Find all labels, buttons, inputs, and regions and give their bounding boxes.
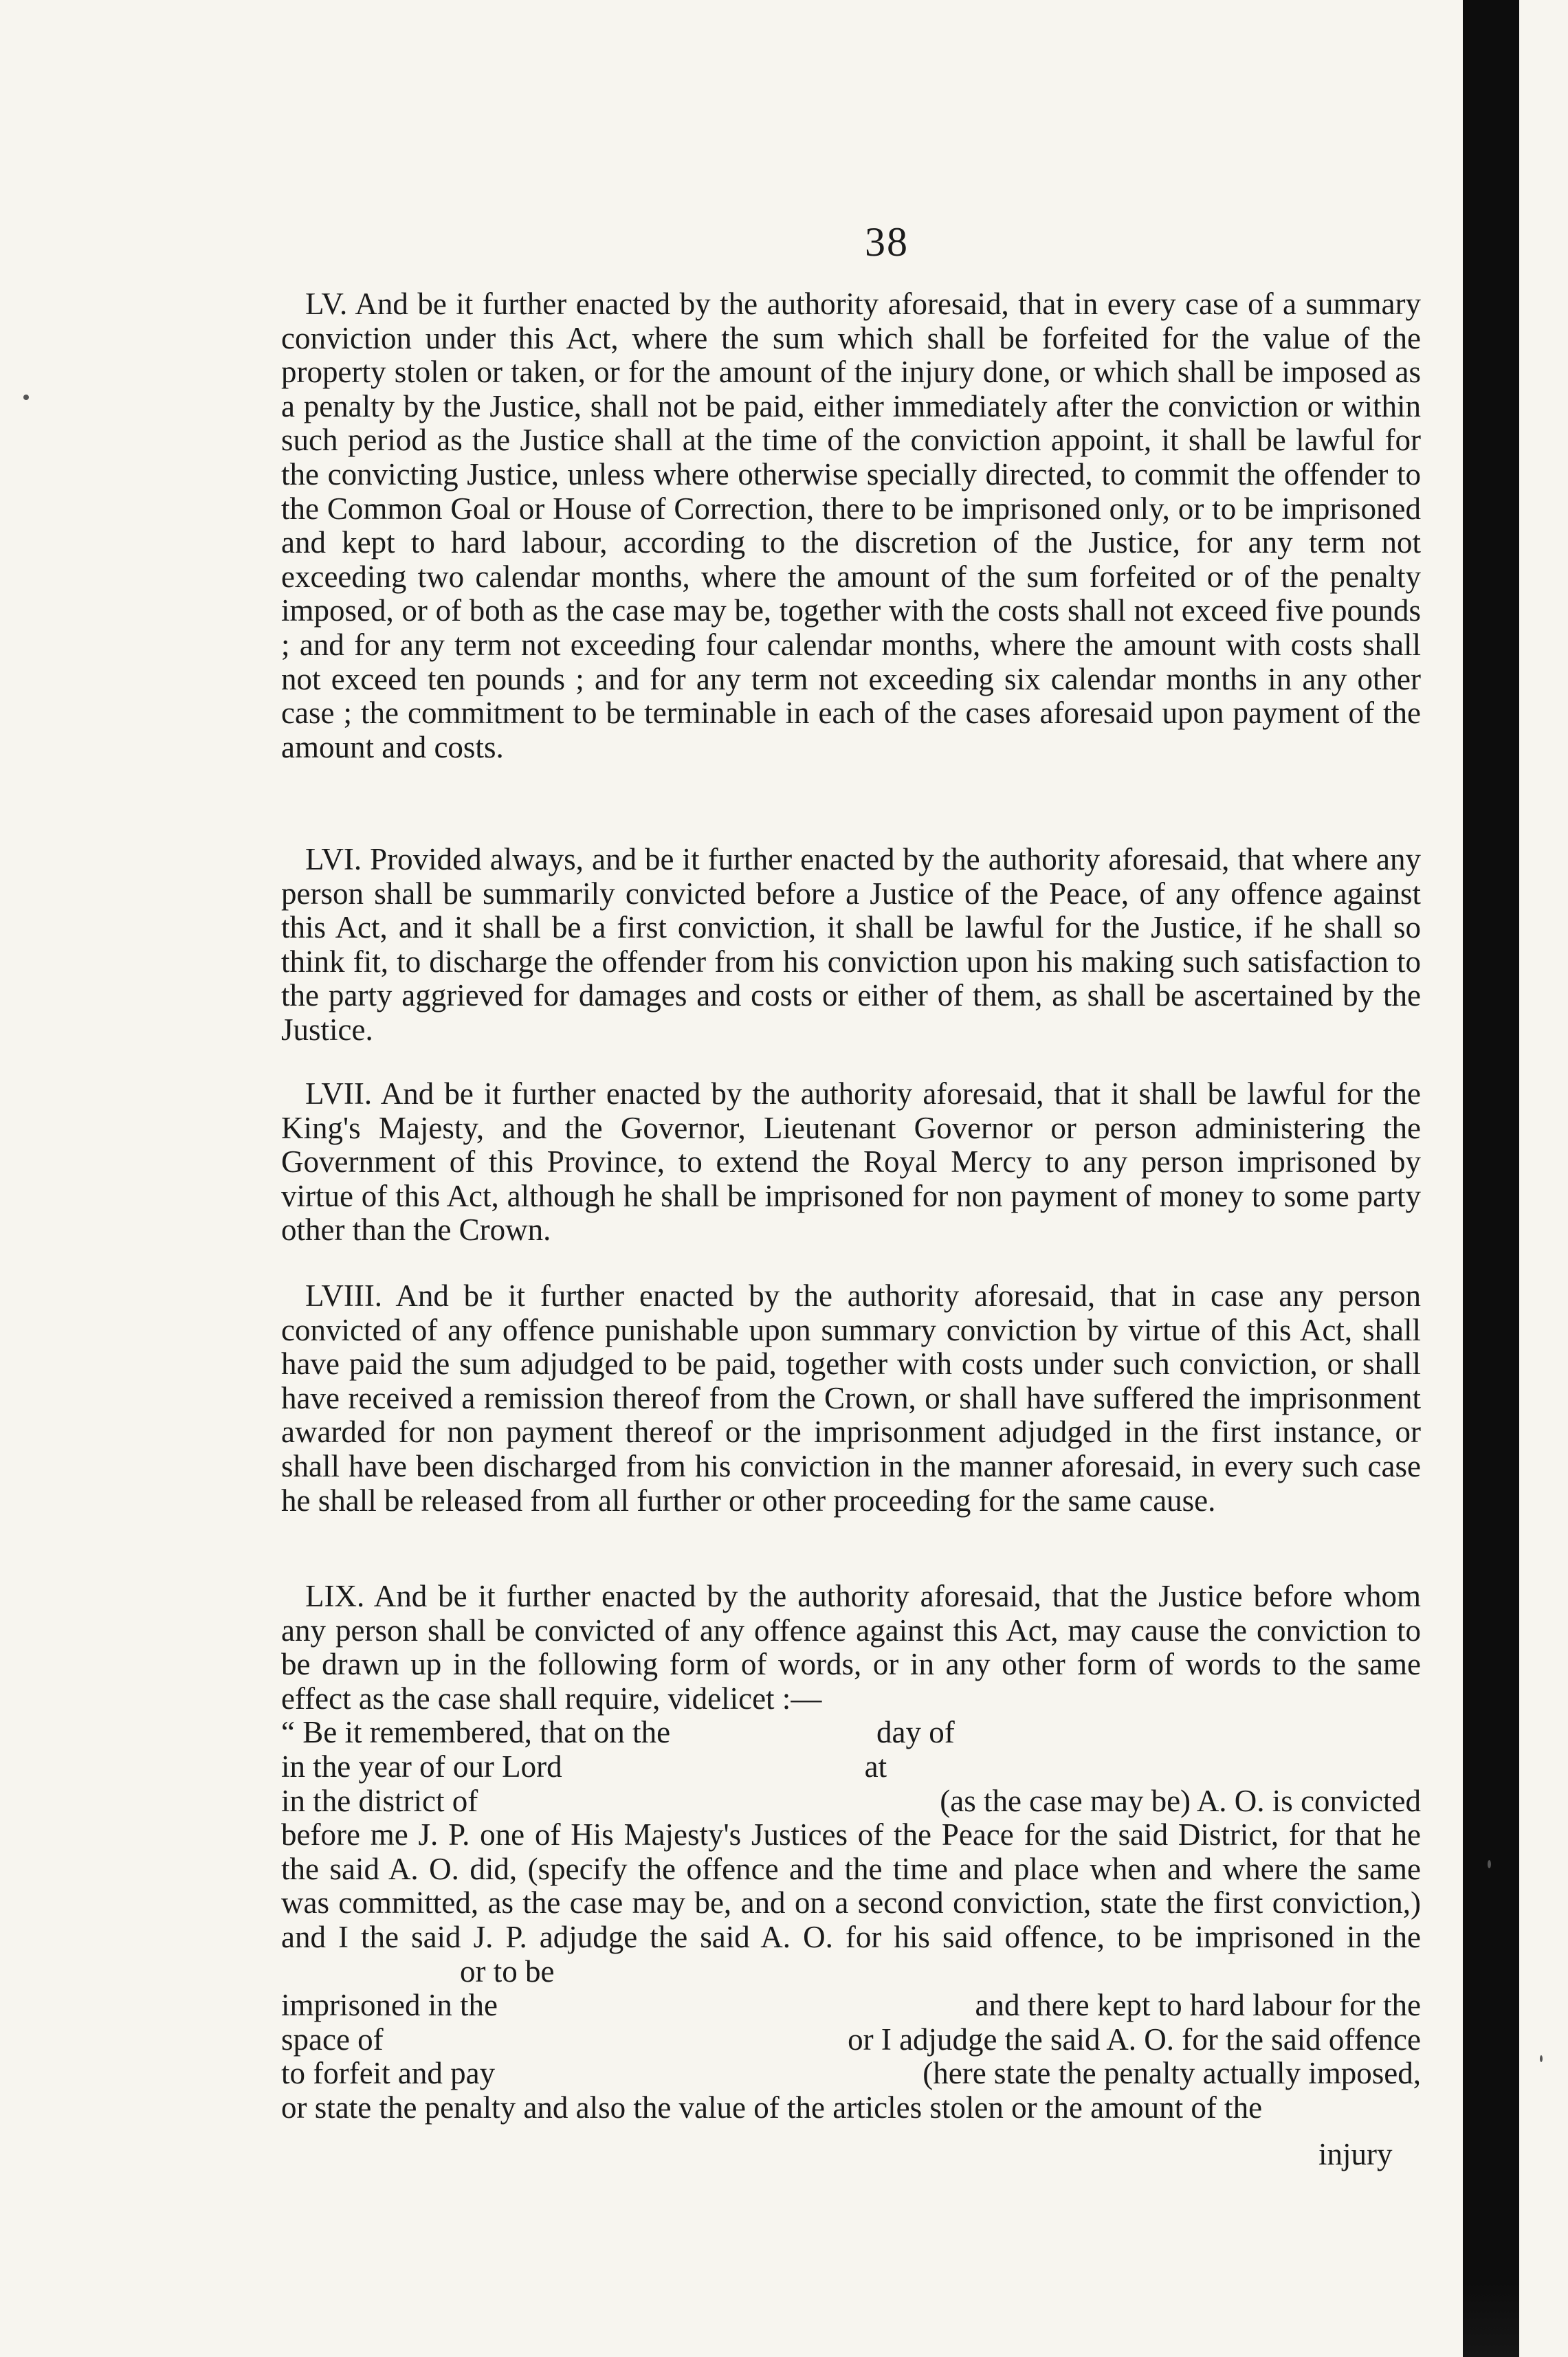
page-edge-shadow-bottom	[1463, 2282, 1519, 2357]
conviction-form-line	[281, 2091, 1421, 2125]
form-text: to forfeit and pay	[281, 2056, 496, 2091]
form-text: or state the penalty and also the value of the articles stolen or the amount of the	[281, 2090, 1263, 2125]
ink-speck	[1488, 1860, 1491, 1868]
form-text: or I adjudge the said A. O. for the said offence	[848, 2022, 1421, 2057]
form-blank	[562, 1750, 865, 1784]
page-number: 38	[865, 219, 909, 265]
form-text: in the year of our Lord	[281, 1749, 562, 1784]
ink-speck	[23, 395, 29, 400]
conviction-form-line	[281, 1784, 1421, 1819]
page-edge-shadow	[1463, 0, 1519, 2357]
paragraph-lix-intro: LIX. And be it further enacted by the authority aforesaid, that the Justice before whom any person shall be convicted of any offence against this Act, may cause the conviction to be drawn up in the following form of words, or in any other form of words to the same effect as the case shall require, videlicet :—	[281, 1579, 1421, 1716]
paragraph-lviii: LVIII. And be it further enacted by the authority aforesaid, that in case any person convicted of any offence punishable upon summary conviction by virtue of this Act, shall have paid the sum adjudged to be paid, together with costs under such conviction, or shall have received a remission thereof from the Crown, or shall have suffered the imprisonment awarded for non payment thereof or the imprisonment adjudged in the first instance, or shall have been discharged from his conviction in the manner aforesaid, in every such case he shall be released from all further or other proceeding for the same cause.	[281, 1279, 1421, 1518]
paragraph-lvii: LVII. And be it further enacted by the authority aforesaid, that it shall be lawful for the King's Majesty, and the Governor, Lieutenant Governor or person administering the Government of this Province, to extend the Royal Mercy to any person imprisoned by virtue of this Act, although he shall be imprisoned for non payment of money to some party other than the Crown.	[281, 1076, 1421, 1248]
conviction-form-body	[281, 1818, 1421, 1989]
conviction-form-line	[281, 1716, 1421, 1750]
form-text: (as the case may be) A. O. is convicted	[940, 1783, 1421, 1818]
form-text: (here state the penalty actually imposed,	[923, 2056, 1421, 2091]
conviction-form-line	[281, 2023, 1421, 2057]
form-text: and there kept to hard labour for the	[975, 1988, 1421, 2023]
section-lv	[281, 287, 1421, 764]
conviction-form-line	[281, 1750, 1421, 1784]
conviction-form-line	[281, 2057, 1421, 2091]
catchword: injury	[1318, 2137, 1393, 2171]
form-text: day of	[876, 1715, 955, 1750]
form-text: or to be	[460, 1954, 555, 1989]
paragraph-lvi: LVI. Provided always, and be it further enacted by the authority aforesaid, that where any person shall be summarily convicted before a Justice of the Peace, of any offence against this Act, and it shall be a first conviction, it shall be lawful for the Justice, if he shall so think fit, to discharge the offender from his conviction upon his making such satisfaction to the party aggrieved for damages and costs or either of them, as shall be ascertained by the Justice.	[281, 842, 1421, 1047]
section-lviii	[281, 1279, 1421, 1518]
form-text: “ Be it remembered, that on the	[281, 1715, 671, 1750]
form-blank	[670, 1716, 876, 1750]
form-text: before me J. P. one of His Majesty's Justices of the Peace for the said District, for that he the said A. O. did, (specify the offence and the time and place when and where the same was committed, as the case may be, and on a second conviction, state the first conviction,) and I the said J. P. adjudge the said A. O. for his said offence, to be imprisoned in the	[281, 1817, 1421, 1954]
paragraph-lv: LV. And be it further enacted by the authority aforesaid, that in every case of a summary conviction under this Act, where the sum which shall be forfeited for the value of the property stolen or taken, or for the amount of the injury done, or which shall be imposed as a penalty by the Justice, shall not be paid, either immediately after the conviction or within such period as the Justice shall at the time of the conviction appoint, it shall be lawful for the convicting Justice, unless where otherwise specially directed, to commit the offender to the Common Goal or House of Correction, there to be imprisoned only, or to be imprisoned and kept to hard labour, according to the discretion of the Justice, for any term not exceeding two calendar months, where the amount of the sum forfeited or of the penalty imposed, or of both as the case may be, together with the costs shall not exceed five pounds ; and for any term not exceeding four calendar months, where the amount with costs shall not exceed ten pounds ; and for any term not exceeding six calendar months in any other case ; the commitment to be terminable in each of the cases aforesaid upon payment of the amount and costs.	[281, 287, 1421, 764]
section-lvi	[281, 843, 1421, 1048]
ink-speck	[1540, 2055, 1543, 2062]
conviction-form-line	[281, 1989, 1421, 2023]
section-lvii	[281, 1077, 1421, 1248]
form-text: at	[864, 1749, 887, 1784]
form-text: in the district of	[281, 1783, 478, 1818]
form-text: space of	[281, 2022, 384, 2057]
section-lix	[281, 1580, 1421, 2125]
form-text: imprisoned in the	[281, 1988, 498, 2023]
